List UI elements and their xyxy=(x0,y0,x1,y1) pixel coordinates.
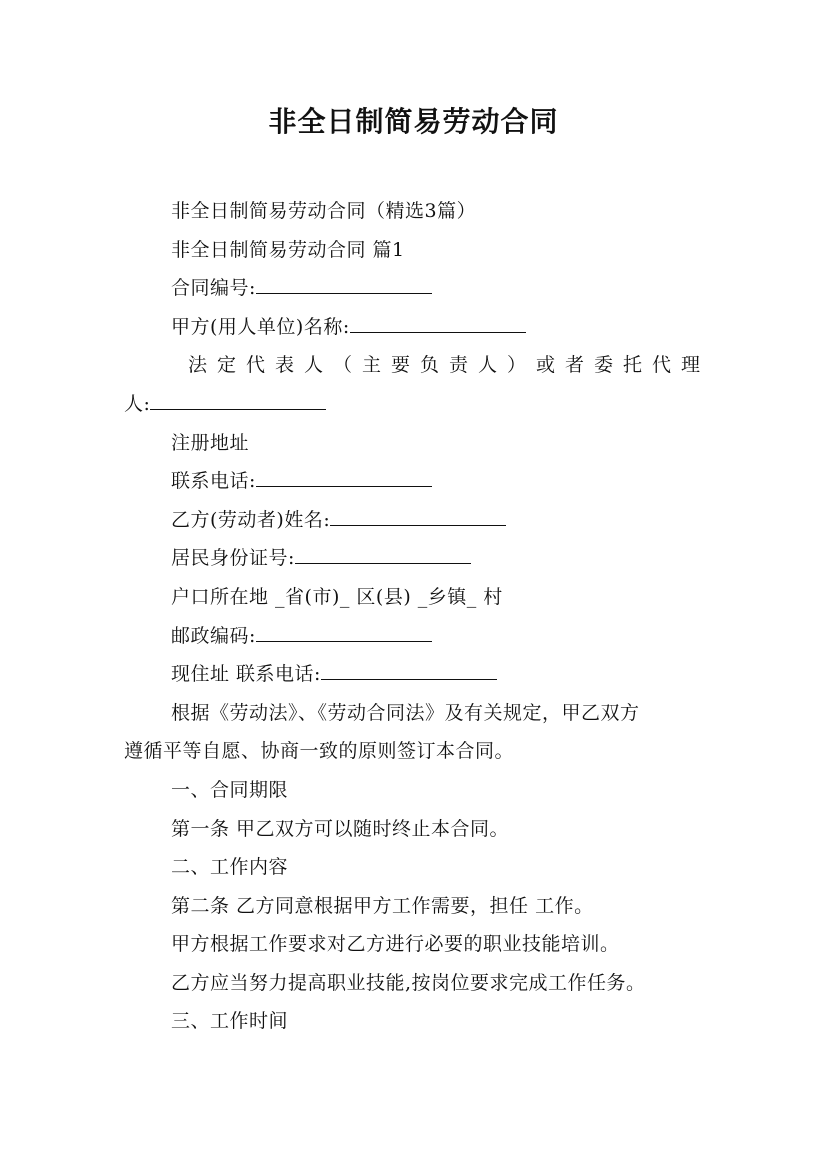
section-heading-work-content: 二、工作内容 xyxy=(171,856,289,879)
blank-line xyxy=(350,316,526,333)
paragraph-subtitle: 非全日制简易劳动合同（精选3篇） xyxy=(171,200,477,222)
field-household-registration: 户口所在地 _省(市)_ 区(县) _乡镇_ 村 xyxy=(171,585,503,608)
document-body xyxy=(124,192,706,1041)
field-employer-name xyxy=(124,308,706,347)
field-legal-representative: 法定代表人（主要负责人）或者委托代理 xyxy=(188,354,706,377)
field-postal-code xyxy=(124,617,706,656)
paragraph-training: 甲方根据工作要求对乙方进行必要的职业技能培训。 xyxy=(171,933,620,956)
field-id-number xyxy=(124,539,706,578)
field-registered-address: 注册地址 xyxy=(171,431,250,454)
field-label: 人: xyxy=(124,392,151,415)
blank-line xyxy=(330,509,506,526)
field-label: 居民身份证号: xyxy=(171,547,295,570)
field-employee-name xyxy=(124,501,706,540)
section-heading-term: 一、合同期限 xyxy=(171,778,289,801)
blank-line xyxy=(256,277,432,294)
field-contract-number xyxy=(124,269,706,308)
field-employer-phone xyxy=(124,462,706,501)
field-label: 甲方(用人单位)名称: xyxy=(171,315,350,338)
field-label: 现住址 联系电话: xyxy=(171,663,321,686)
blank-line xyxy=(295,547,471,564)
blank-line xyxy=(256,625,432,642)
paragraph-basis-line2: 遵循平等自愿、协商一致的原则签订本合同。 xyxy=(124,740,515,763)
field-label: 联系电话: xyxy=(171,470,256,493)
paragraph-basis-line1: 根据《劳动法》、《劳动合同法》及有关规定，甲乙双方 xyxy=(171,701,640,724)
field-current-address-phone xyxy=(124,655,706,694)
section-heading-work-time: 三、工作时间 xyxy=(171,1010,289,1033)
field-legal-representative-cont xyxy=(124,385,706,424)
paragraph-skills: 乙方应当努力提高职业技能,按岗位要求完成工作任务。 xyxy=(171,971,646,994)
blank-line xyxy=(150,393,326,410)
paragraph-section-heading: 非全日制简易劳动合同 篇1 xyxy=(171,238,405,261)
blank-line xyxy=(256,470,432,487)
blank-line xyxy=(321,663,497,680)
field-label: 合同编号: xyxy=(171,277,256,300)
field-label: 乙方(劳动者)姓名: xyxy=(171,508,331,531)
document-title: 非全日制简易劳动合同 xyxy=(268,105,559,138)
article-1: 第一条 甲乙双方可以随时终止本合同。 xyxy=(171,817,510,840)
field-label: 邮政编码: xyxy=(171,624,256,647)
article-2: 第二条 乙方同意根据甲方工作需要，担任 工作。 xyxy=(171,894,594,917)
